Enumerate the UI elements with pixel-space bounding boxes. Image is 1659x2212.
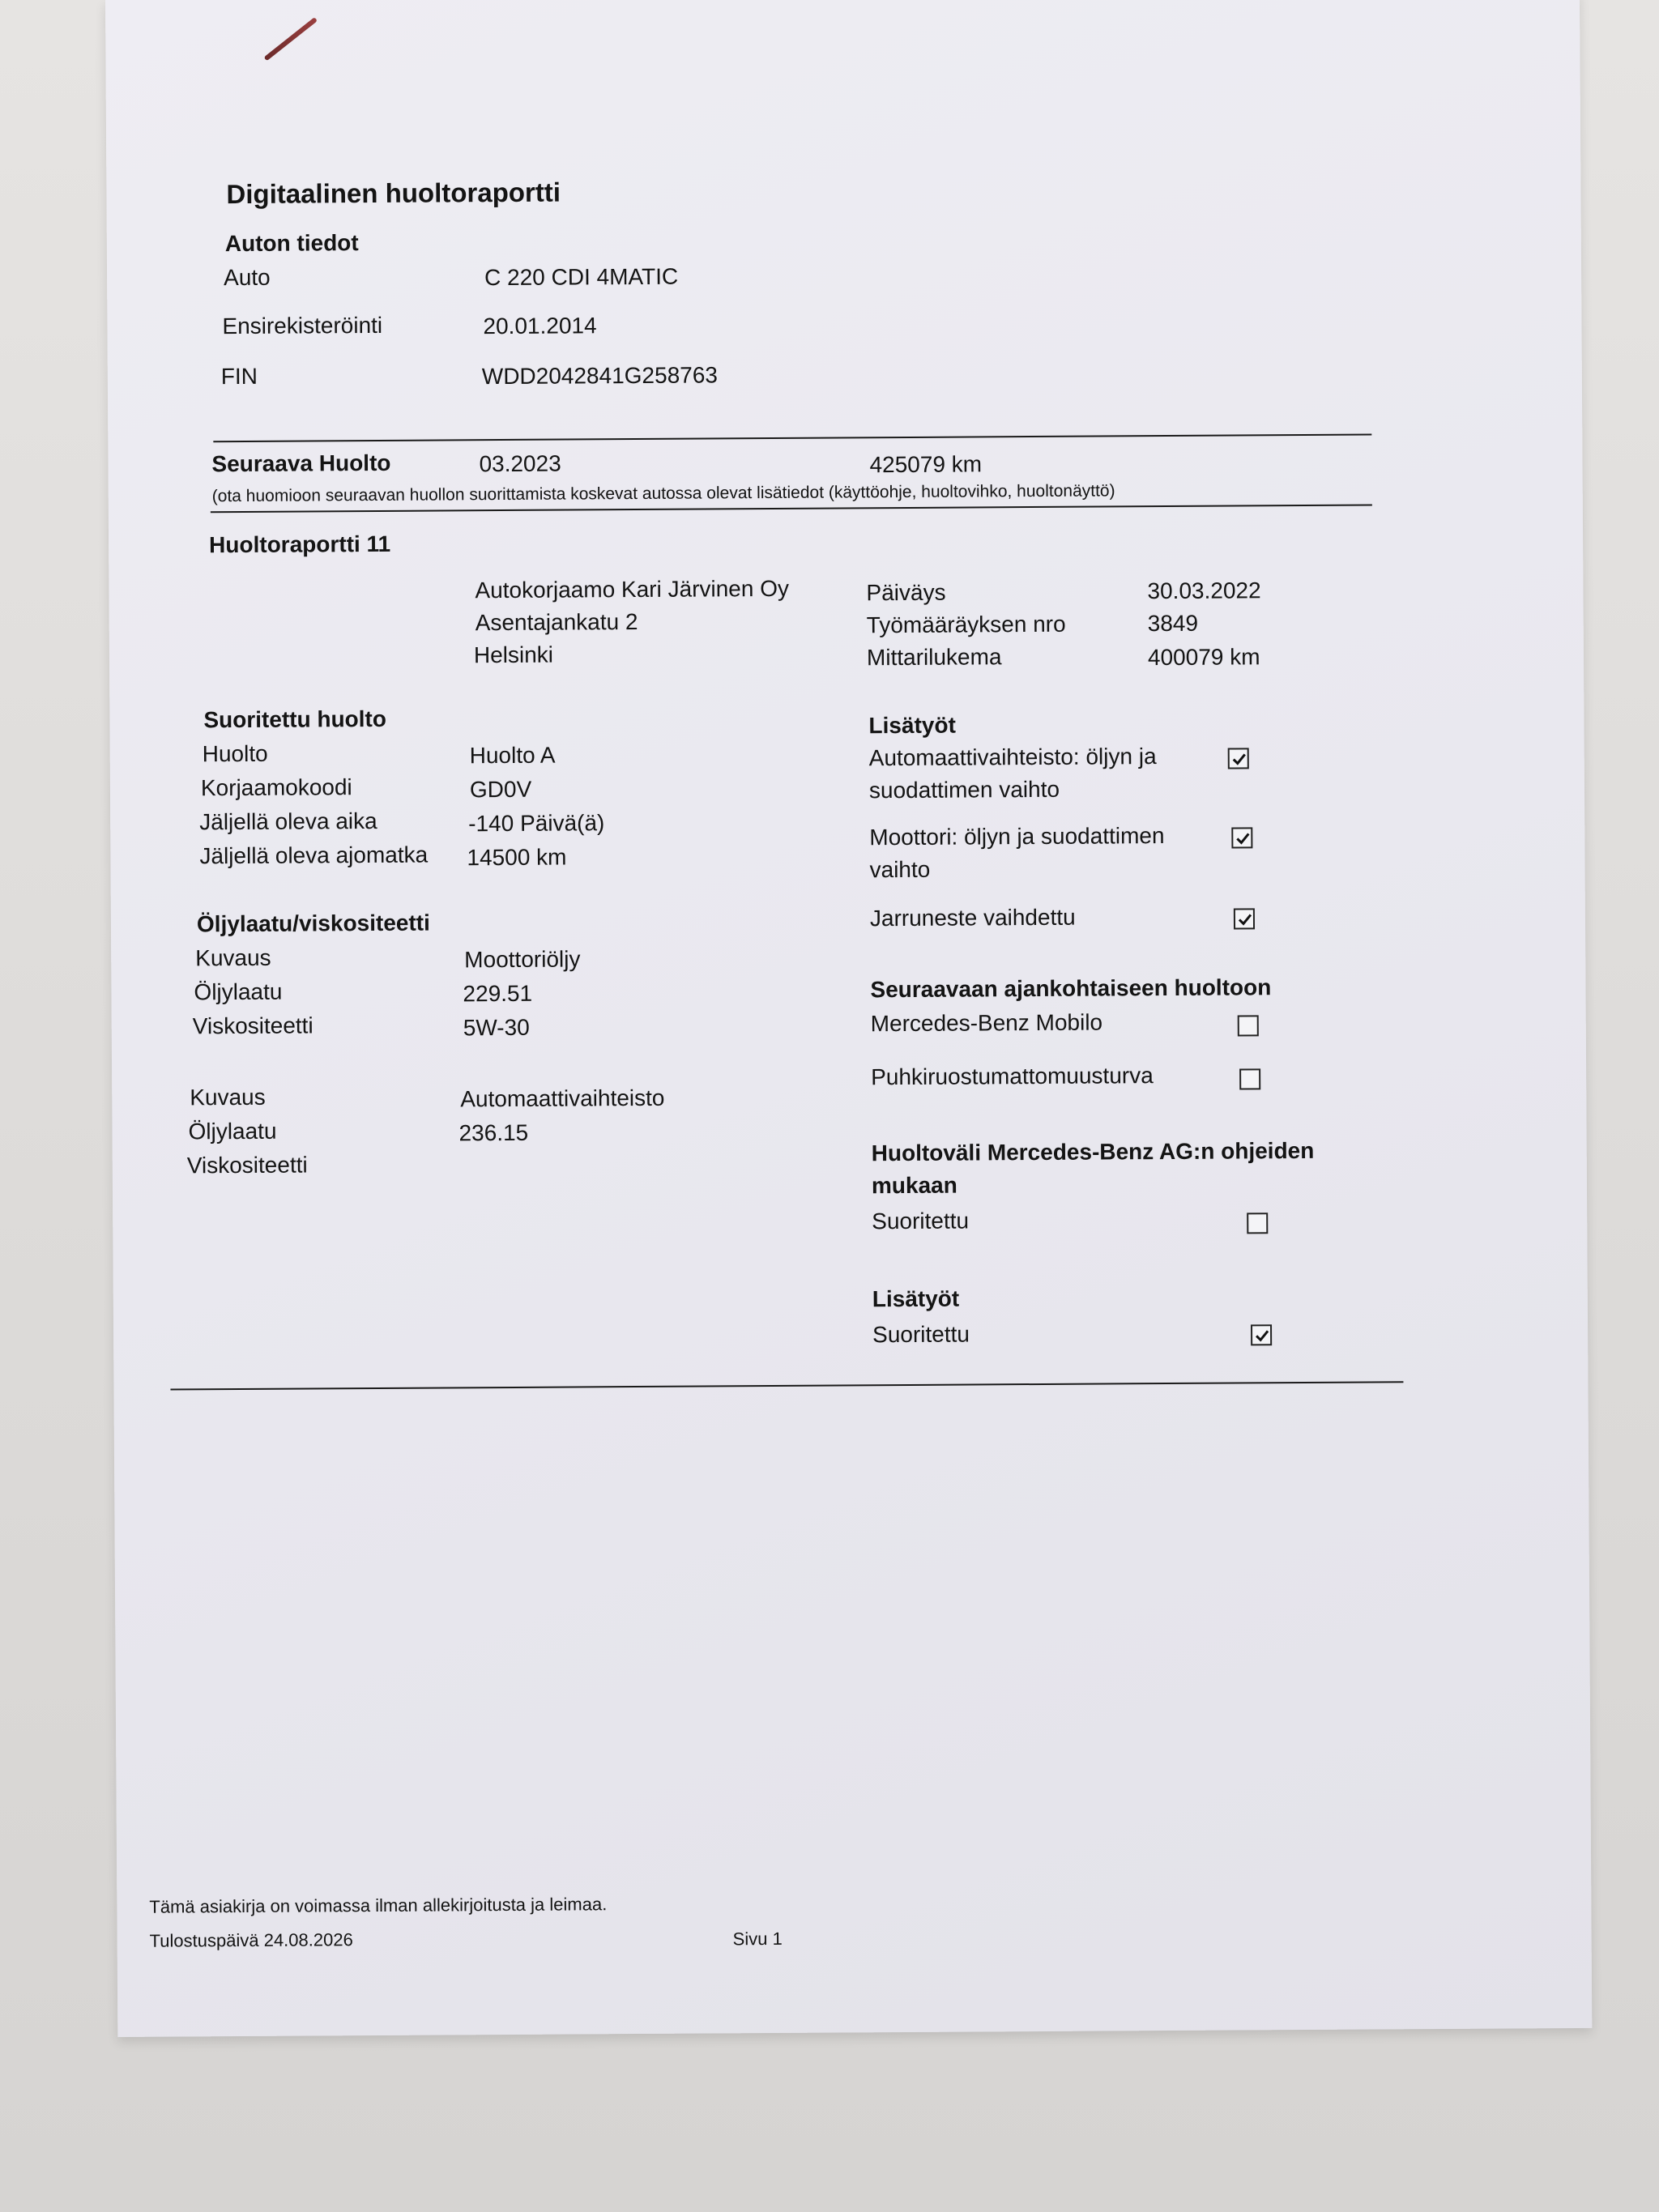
work-order-label: Työmääräyksen nro — [866, 611, 1066, 638]
checkmark-icon — [1254, 1328, 1270, 1344]
next-service-label: Seuraava Huolto — [211, 450, 391, 477]
workshop-code-label: Korjaamokoodi — [200, 774, 352, 801]
extra-work-item-1-checkbox[interactable] — [1228, 748, 1249, 769]
footer-page: Sivu 1 — [732, 1928, 783, 1950]
divider-bottom — [170, 1381, 1403, 1390]
oil2-viscosity-label: Viskositeetti — [186, 1152, 308, 1178]
next-service-note: (ota huomioon seuraavan huollon suorittamista koskevat autossa olevat lisätiedot (käyttöohje, huoltovihko, huoltonäyttö) — [211, 481, 1115, 506]
checkmark-icon — [1231, 751, 1247, 767]
footer-print-date: Tulostuspäivä 24.08.2026 — [149, 1929, 353, 1951]
next-service-date: 03.2023 — [479, 450, 561, 477]
checkmark-icon — [1235, 830, 1251, 846]
car-label: Auto — [224, 264, 271, 291]
extra-work-heading: Lisätyöt — [868, 712, 956, 739]
distance-remaining-value: 14500 km — [467, 844, 567, 871]
extra-work-item-1-line1: Automaattivaihteisto: öljyn ja — [868, 744, 1157, 771]
oil2-description-value: Automaattivaihteisto — [460, 1085, 665, 1112]
service-label: Huolto — [202, 740, 268, 767]
workshop-city: Helsinki — [473, 641, 554, 668]
footer-validity: Tämä asiakirja on voimassa ilman allekirjoitusta ja leimaa. — [149, 1894, 608, 1917]
car-value: C 220 CDI 4MATIC — [484, 263, 679, 291]
extra-work-item-2-line1: Moottori: öljyn ja suodattimen — [869, 823, 1165, 850]
oil2-quality-value: 236.15 — [458, 1119, 529, 1146]
workshop-code-value: GD0V — [469, 776, 532, 803]
interval-performed-checkbox[interactable] — [1247, 1213, 1268, 1234]
date-value: 30.03.2022 — [1147, 578, 1261, 604]
oil2-description-label: Kuvaus — [190, 1084, 266, 1110]
oil1-viscosity-label: Viskositeetti — [192, 1012, 313, 1039]
extra-work-item-3-checkbox[interactable] — [1234, 908, 1255, 929]
time-remaining-value: -140 Päivä(ä) — [468, 810, 605, 837]
time-remaining-label: Jäljellä oleva aika — [199, 808, 377, 835]
workshop-name: Autokorjaamo Kari Järvinen Oy — [475, 575, 790, 603]
divider-top — [213, 433, 1371, 442]
extra-work2-performed-label: Suoritettu — [872, 1321, 970, 1348]
oil1-viscosity-value: 5W-30 — [463, 1014, 530, 1041]
extra-work-item-3-line1: Jarruneste vaihdettu — [869, 904, 1076, 931]
interval-heading-line1: Huoltoväli Mercedes-Benz AG:n ohjeiden — [871, 1137, 1315, 1166]
first-registration-label: Ensirekisteröinti — [222, 312, 383, 339]
pen-mark — [264, 17, 318, 61]
first-registration-value: 20.01.2014 — [483, 313, 597, 339]
interval-heading-line2: mukaan — [871, 1172, 957, 1199]
extra-work-item-2-checkbox[interactable] — [1231, 827, 1252, 848]
oil1-description-label: Kuvaus — [195, 944, 271, 971]
mobilo-checkbox[interactable] — [1238, 1015, 1259, 1036]
oil1-quality-value: 229.51 — [463, 980, 533, 1007]
rust-warranty-checkbox[interactable] — [1239, 1068, 1260, 1089]
fin-value: WDD2042841G258763 — [481, 362, 719, 390]
work-order-value: 3849 — [1147, 610, 1199, 637]
performed-heading: Suoritettu huolto — [203, 705, 387, 733]
oil2-quality-label: Öljylaatu — [188, 1118, 277, 1144]
extra-work2-heading: Lisätyöt — [872, 1285, 960, 1312]
next-timely-heading: Seuraavaan ajankohtaiseen huoltoon — [870, 974, 1272, 1003]
extra-work2-performed-checkbox[interactable] — [1251, 1324, 1272, 1345]
extra-work-item-2-line2: vaihto — [869, 856, 931, 883]
workshop-street: Asentajankatu 2 — [475, 608, 638, 636]
date-label: Päiväys — [866, 579, 946, 606]
checkmark-icon — [1237, 911, 1253, 927]
mobilo-label: Mercedes-Benz Mobilo — [870, 1009, 1103, 1037]
oil1-quality-label: Öljylaatu — [194, 978, 283, 1005]
next-service-km: 425079 km — [869, 451, 983, 478]
oil-heading: Öljylaatu/viskositeetti — [196, 910, 430, 937]
odometer-value: 400079 km — [1147, 644, 1260, 671]
report-heading: Huoltoraportti 11 — [209, 531, 391, 558]
interval-performed-label: Suoritettu — [872, 1208, 970, 1234]
service-value: Huolto A — [469, 742, 556, 769]
rust-warranty-label: Puhkiruostumattomuusturva — [871, 1063, 1154, 1090]
car-info-heading: Auton tiedot — [224, 230, 359, 257]
distance-remaining-label: Jäljellä oleva ajomatka — [199, 842, 429, 869]
odometer-label: Mittarilukema — [866, 644, 1002, 671]
document-page — [105, 0, 1592, 2037]
oil1-description-value: Moottoriöljy — [464, 946, 581, 973]
divider-next-service — [211, 504, 1372, 513]
extra-work-item-1-line2: suodattimen vaihto — [868, 776, 1060, 803]
fin-label: FIN — [220, 363, 258, 390]
document-title: Digitaalinen huoltoraportti — [226, 177, 561, 210]
